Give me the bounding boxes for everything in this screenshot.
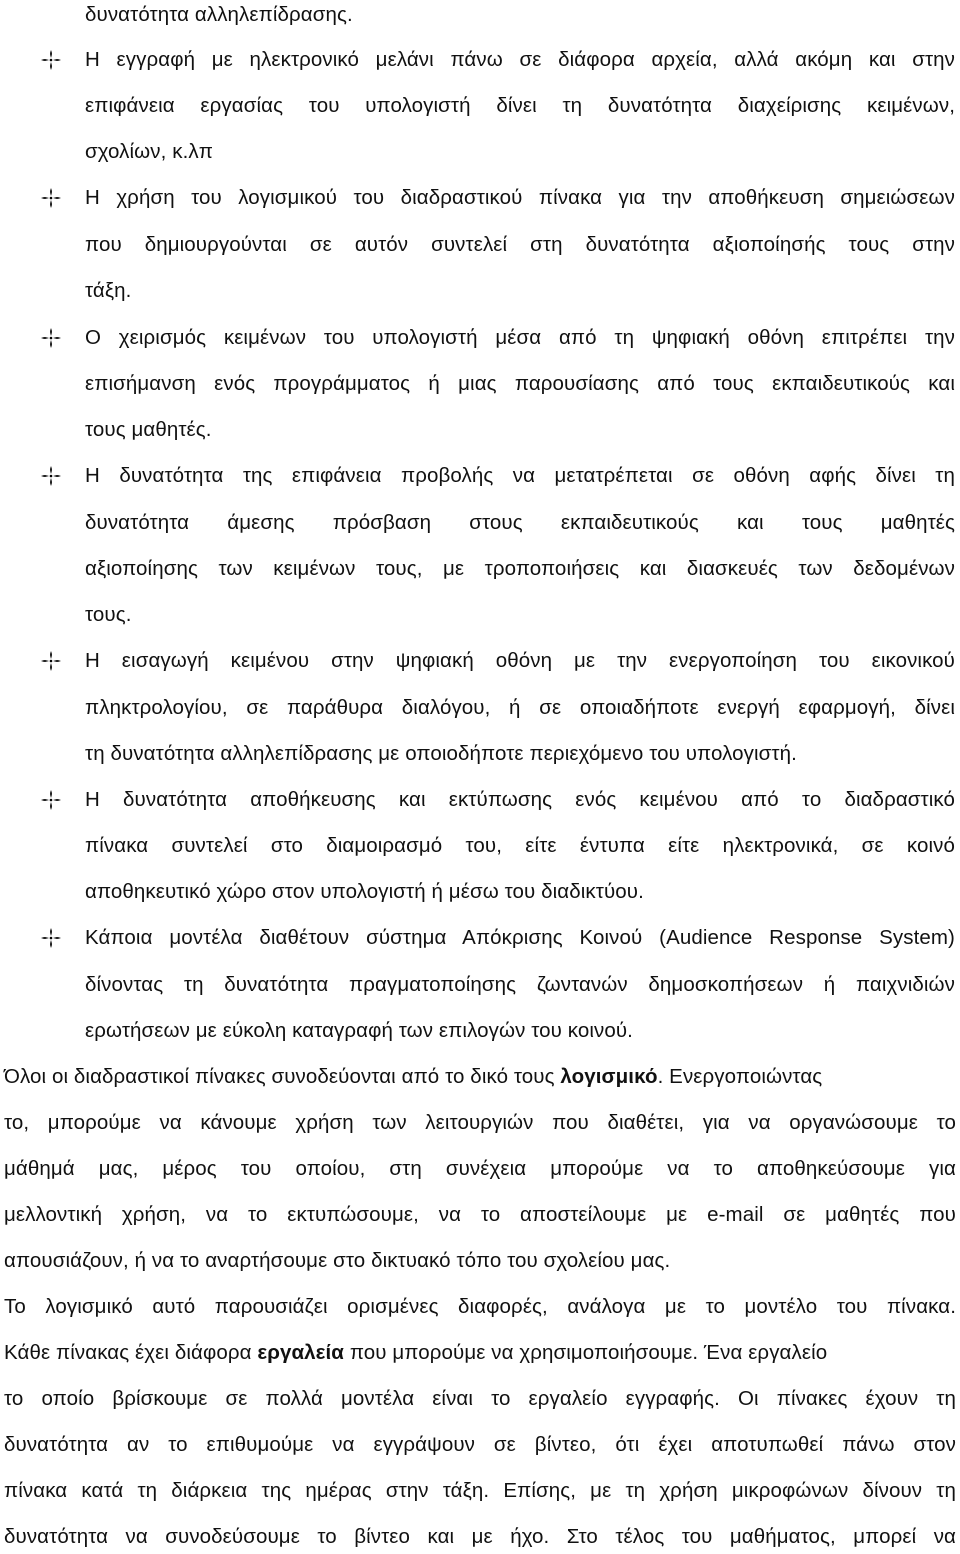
text-line: επισήμανση ενός προγράμματος ή μιας παρουσίασης από τους εκπαιδευτικούς και [85,372,955,395]
diamond-bullet-icon [40,465,62,487]
text-line: τους μαθητές. [85,418,212,441]
text-line: πίνακα κατά τη διάρκεια της ημέρας στην τάξη. Επίσης, με τη χρήση μικροφώνων δίνουν τη [4,1479,956,1502]
text-segment: Κάθε πίνακας έχει διάφορα [4,1341,252,1364]
text-line: δυνατότητα αλληλεπίδρασης. [85,3,353,26]
diamond-bullet-icon [40,49,62,71]
text-line: αξιοποίησης των κειμένων τους, με τροποποιήσεις και διασκευές των δεδομένων [85,557,955,580]
text-line: αποθηκευτικό χώρο στον υπολογιστή ή μέσω του διαδικτύου. [85,880,644,903]
text-line: Η δυνατότητα αποθήκευσης και εκτύπωσης ενός κειμένου από το διαδραστικό [85,788,955,811]
text-line: δίνοντας τη δυνατότητα πραγματοποίησης ζωντανών δημοσκοπήσεων ή παιχνιδιών [85,973,955,996]
diamond-bullet-icon [40,327,62,349]
paragraph-line-with-bold [4,1338,956,1368]
text-line: Η δυνατότητα της επιφάνεια προβολής να μετατρέπεται σε οθόνη αφής δίνει τη [85,464,955,487]
text-line: τάξη. [85,279,132,302]
text-line: Το λογισμικό αυτό παρουσιάζει ορισμένες διαφορές, ανάλογα με το μοντέλο του πίνακα. [4,1295,956,1318]
text-line: Κάποια μοντέλα διαθέτουν σύστημα Απόκρισης Κοινού (Audience Response System) [85,926,955,949]
text-line: το οποίο βρίσκουμε σε πολλά μοντέλα είναι το εργαλείο εγγραφής. Οι πίνακες έχουν τη [4,1387,956,1410]
diamond-bullet-icon [40,187,62,209]
text-line: το, μπορούμε να κάνουμε χρήση των λειτουργιών που διαθέτει, για να οργανώσουμε το [4,1111,956,1134]
text-segment: . Ενεργοποιώντας [657,1065,823,1088]
bold-term: εργαλεία [257,1341,345,1364]
text-line: Ο χειρισμός κειμένων του υπολογιστή μέσα από τη ψηφιακή οθόνη επιτρέπει την [85,326,955,349]
paragraph-line-with-bold [4,1062,956,1092]
text-line: μελλοντική χρήση, να το εκτυπώσουμε, να το αποστείλουμε με e-mail σε μαθητές που [4,1203,956,1226]
text-line: που δημιουργούνται σε αυτόν συντελεί στη δυνατότητα αξιοποίησής τους στην [85,233,955,256]
bold-term: λογισμικό [560,1065,658,1088]
text-line: δυνατότητα αν το επιθυμούμε να εγγράψουν σε βίντεο, ότι έχει αποτυπωθεί πάνω στον [4,1433,956,1456]
text-line: δυνατότητα να συνοδεύσουμε το βίντεο και με ήχο. Στο τέλος του μαθήματος, μπορεί να [4,1525,956,1548]
text-line: Η χρήση του λογισμικού του διαδραστικού πίνακα για την αποθήκευση σημειώσεων [85,186,955,209]
text-line: τη δυνατότητα αλληλεπίδρασης με οποιοδήποτε περιεχόμενο του υπολογιστή. [85,742,797,765]
text-line: τους. [85,603,132,626]
diamond-bullet-icon [40,650,62,672]
text-line: πληκτρολογίου, σε παράθυρα διαλόγου, ή σε οποιαδήποτε ενεργή εφαρμογή, δίνει [85,696,955,719]
text-line: μάθημά μας, μέρος του οποίου, στη συνέχεια μπορούμε να το αποθηκεύσουμε για [4,1157,956,1180]
text-line: Η εγγραφή με ηλεκτρονικό μελάνι πάνω σε διάφορα αρχεία, αλλά ακόμη και στην [85,48,955,71]
text-line: δυνατότητα άμεσης πρόσβαση στους εκπαιδευτικούς και τους μαθητές [85,511,955,534]
text-line: σχολίων, κ.λπ [85,140,213,163]
text-segment: Όλοι οι διαδραστικοί πίνακες συνοδεύονται από το δικό τους [4,1065,555,1088]
text-segment: που μπορούμε να χρησιμοποιήσουμε. Ένα εργαλείο [349,1341,828,1364]
text-line: ερωτήσεων με εύκολη καταγραφή των επιλογών του κοινού. [85,1019,633,1042]
diamond-bullet-icon [40,927,62,949]
text-line: Η εισαγωγή κειμένου στην ψηφιακή οθόνη με την ενεργοποίηση του εικονικού [85,649,955,672]
diamond-bullet-icon [40,789,62,811]
text-line: απουσιάζουν, ή να το αναρτήσουμε στο δικτυακό τόπο του σχολείου μας. [4,1249,671,1272]
text-line: πίνακα συντελεί στο διαμοιρασμό του, είτε έντυπα είτε ηλεκτρονικά, σε κοινό [85,834,955,857]
text-line: επιφάνεια εργασίας του υπολογιστή δίνει τη δυνατότητα διαχείρισης κειμένων, [85,94,955,117]
